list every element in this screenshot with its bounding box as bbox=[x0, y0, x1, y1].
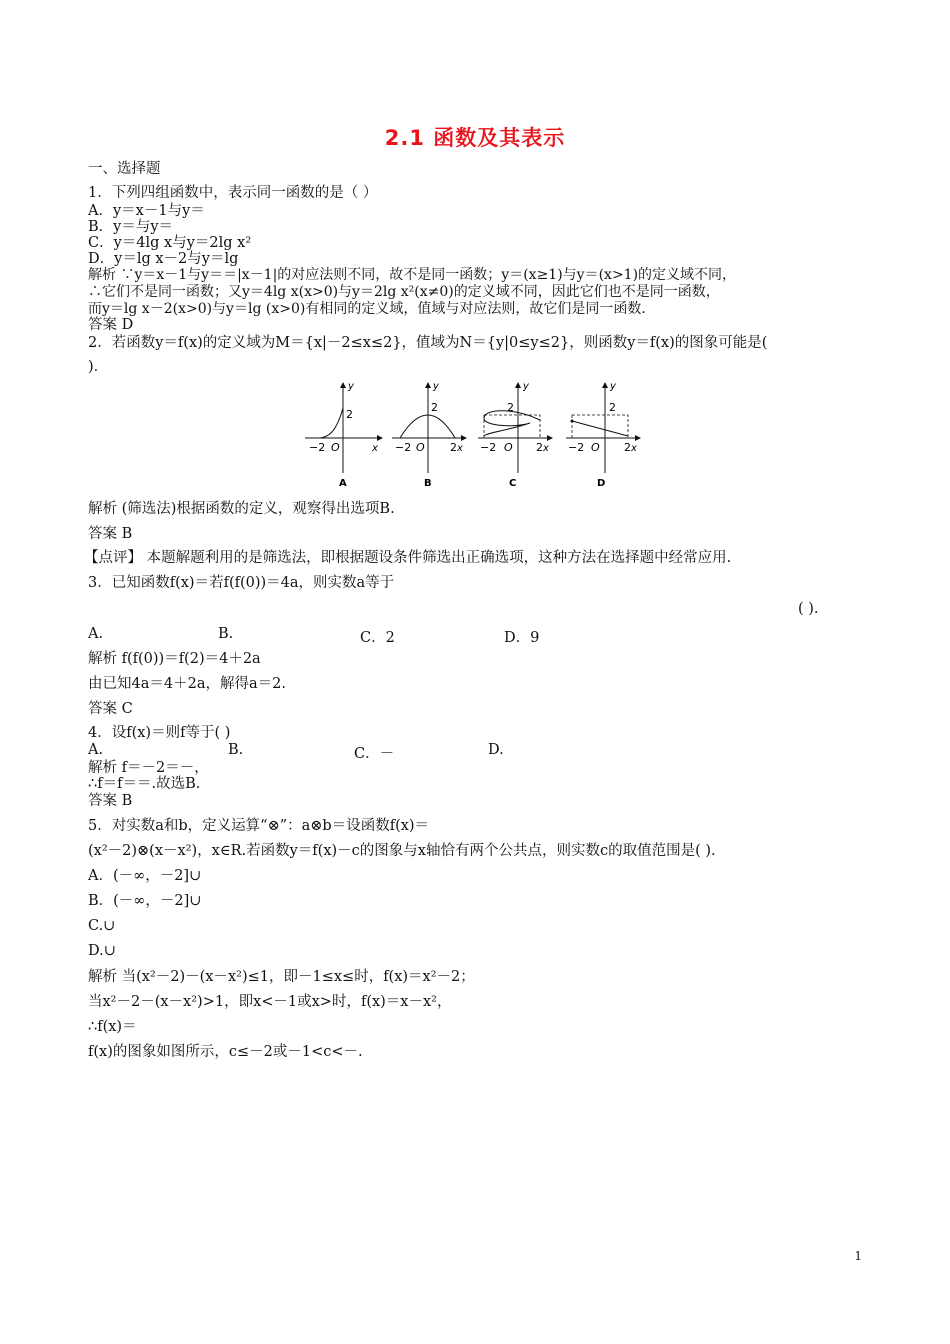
q1-option-d: D．y＝lg x－2与y＝lg bbox=[88, 251, 239, 267]
graph-a bbox=[305, 381, 382, 489]
graph-a-ytick: 2 bbox=[346, 408, 353, 421]
q1-answer: 答案 D bbox=[88, 317, 134, 333]
q4-stem: 4．设f(x)＝则f等于( ) bbox=[88, 725, 231, 741]
q2-graphs-svg bbox=[300, 378, 646, 490]
q4-option-b: B. bbox=[228, 742, 244, 758]
q1-analysis-line2: ∴它们不是同一函数；又y＝4lg x(x>0)与y＝2lg x²(x≠0)的定义域不同，因此它们也不是同一函数， bbox=[88, 284, 720, 300]
graph-b-origin: O bbox=[416, 441, 425, 454]
graph-b-xtick: 2 bbox=[450, 441, 457, 454]
graph-a-xtick-neg: −2 bbox=[309, 441, 326, 454]
q1-option-a: A．y＝x－1与y＝ bbox=[88, 203, 205, 219]
q4-answer: 答案 B bbox=[88, 793, 133, 809]
q3-option-c: C．2 bbox=[360, 630, 395, 646]
q5-analysis-line4: f(x)的图象如图所示，c≤－2或－1<c<－. bbox=[88, 1044, 363, 1060]
graph-d-xlabel: x bbox=[631, 443, 637, 454]
q3-analysis-line1: 解析 f(f(0))＝f(2)＝4＋2a bbox=[88, 651, 261, 667]
q5-option-b: B．(－∞，－2]∪ bbox=[88, 893, 202, 909]
q2-graph-figure bbox=[300, 378, 646, 490]
graph-b-ytick: 2 bbox=[431, 401, 438, 414]
q3-paren: ( ). bbox=[798, 601, 819, 617]
graph-a-label: A bbox=[339, 478, 347, 489]
q4-option-a: A. bbox=[88, 742, 104, 758]
graph-d-label: D bbox=[597, 478, 606, 489]
q2-stem-line2: )． bbox=[88, 359, 109, 375]
q3-stem: 3．已知函数f(x)＝若f(f(0))＝4a，则实数a等于 bbox=[88, 575, 395, 591]
q1-option-b: B．y＝与y＝ bbox=[88, 219, 174, 235]
q4-analysis-line2: ∴f＝f＝＝.故选B. bbox=[88, 776, 201, 792]
graph-a-origin: O bbox=[331, 441, 340, 454]
q2-analysis: 解析 (筛选法)根据函数的定义，观察得出选项B. bbox=[88, 501, 395, 517]
graph-b-xlabel: x bbox=[457, 443, 463, 454]
q5-option-a: A．(－∞，－2]∪ bbox=[88, 868, 202, 884]
q4-option-d: D. bbox=[488, 742, 504, 758]
graph-d-xtick: 2 bbox=[624, 441, 631, 454]
q5-analysis-line3: ∴f(x)＝ bbox=[88, 1019, 137, 1035]
q2-answer: 答案 B bbox=[88, 526, 133, 542]
graph-b-ylabel: y bbox=[433, 381, 439, 392]
q5-option-d: D.∪ bbox=[88, 943, 116, 959]
q1-option-c: C．y＝4lg x与y＝2lg x² bbox=[88, 235, 252, 251]
graph-d-ytick: 2 bbox=[609, 401, 616, 414]
graph-b-label: B bbox=[424, 478, 432, 489]
graph-c-xtick: 2 bbox=[536, 441, 543, 454]
q3-answer: 答案 C bbox=[88, 701, 133, 717]
graph-d-origin: O bbox=[591, 441, 600, 454]
q3-analysis-line2: 由已知4a＝4＋2a，解得a＝2. bbox=[88, 676, 286, 692]
q3-option-a: A. bbox=[88, 626, 104, 642]
graph-a-xlabel: x bbox=[372, 443, 378, 454]
q5-option-c: C.∪ bbox=[88, 918, 116, 934]
q5-analysis-line2: 当x²－2－(x－x²)>1，即x<－1或x>时，f(x)＝x－x²， bbox=[88, 994, 452, 1010]
q4-analysis-line1: 解析 f＝－2＝－， bbox=[88, 760, 209, 776]
q5-analysis-line1: 解析 当(x²－2)－(x－x²)≤1，即－1≤x≤时，f(x)＝x²－2； bbox=[88, 969, 475, 985]
section-heading: 一、选择题 bbox=[88, 161, 161, 177]
graph-c bbox=[478, 381, 552, 489]
graph-c-ytick: 2 bbox=[507, 401, 514, 414]
q3-option-b: B. bbox=[218, 626, 234, 642]
graph-b-xtick-neg: −2 bbox=[395, 441, 412, 454]
q1-analysis-line3: 而y＝lg x－2(x>0)与y＝lg (x>0)有相同的定义域，值域与对应法则，故它们是同一函数． bbox=[88, 301, 656, 317]
graph-d-xtick-neg: −2 bbox=[568, 441, 585, 454]
q2-stem-line1: 2．若函数y＝f(x)的定义域为M＝{x|－2≤x≤2}，值域为N＝{y|0≤y≤2}，则函数y＝f(x)的图象可能是( bbox=[88, 335, 768, 351]
graph-d bbox=[566, 381, 640, 489]
page-title: 2.1 函数及其表示 bbox=[384, 126, 566, 150]
q5-stem-line2: (x²－2)⊗(x－x²)，x∈R.若函数y＝f(x)－c的图象与x轴恰有两个公共点，则实数c的取值范围是( ). bbox=[88, 843, 716, 859]
graph-a-ylabel: y bbox=[348, 381, 354, 392]
q3-option-d: D．9 bbox=[504, 630, 540, 646]
graph-b bbox=[392, 381, 466, 489]
q4-option-c: C．－ bbox=[354, 746, 395, 762]
graph-c-ylabel: y bbox=[523, 381, 529, 392]
q1-stem: 1．下列四组函数中，表示同一函数的是（ ） bbox=[88, 185, 378, 201]
graph-c-origin: O bbox=[504, 441, 513, 454]
graph-c-xlabel: x bbox=[543, 443, 549, 454]
q2-comment: 【点评】 本题解题利用的是筛选法，即根据题设条件筛选出正确选项，这种方法在选择题中经常应用. bbox=[84, 550, 732, 566]
q5-stem-line1: 5．对实数a和b，定义运算“⊗”：a⊗b＝设函数f(x)＝ bbox=[88, 818, 430, 834]
q1-analysis-line1: 解析 ∵y＝x－1与y＝＝|x－1|的对应法则不同，故不是同一函数；y＝(x≥1)与y＝(x>1)的定义域不同， bbox=[88, 267, 737, 283]
graph-c-label: C bbox=[509, 478, 517, 489]
graph-c-xtick-neg: −2 bbox=[480, 441, 497, 454]
graph-d-ylabel: y bbox=[610, 381, 616, 392]
page-number: 1 bbox=[854, 1249, 862, 1263]
